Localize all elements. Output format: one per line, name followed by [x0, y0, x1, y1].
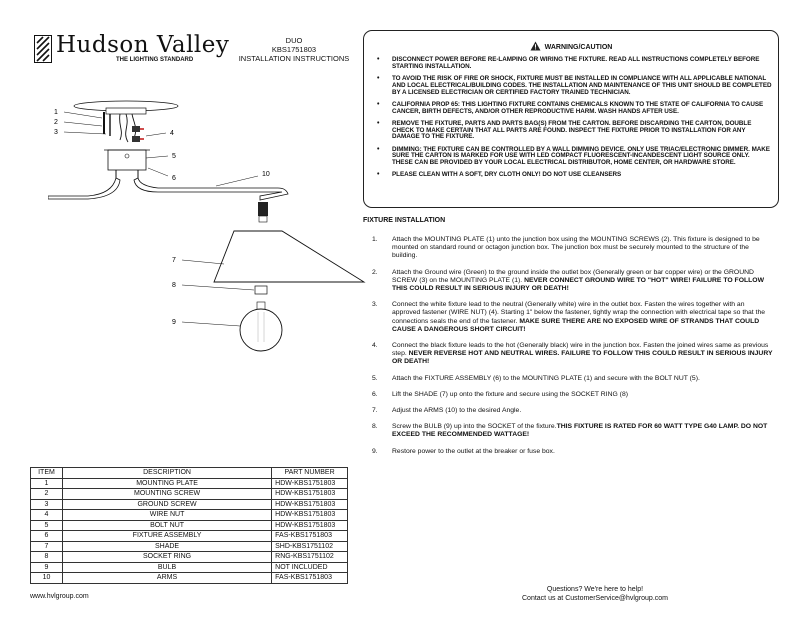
warning-item: • TO AVOID THE RISK OF FIRE OR SHOCK, FIXTURE MUST BE INSTALLED IN COMPLIANCE WITH ALL APPLICABLE NATIONAL AND LOCAL ELECTRICAL/BUILDING CODES. THE INSTALLATION AND MAINTENANCE OF THIS UNIT SHOULD BE COMPLETED BY A LICENSED ELECTRICIAN OR CERTIFIED FACTORY TRAINED TECHNICIAN. [374, 76, 772, 96]
installation-step [372, 423, 774, 439]
installation-step [372, 269, 774, 294]
step-text: Attach the Ground wire (Green) to the ground inside the outlet box (Generally green or bar copper wire) or the GROUND SCREW (3) on the MOUNTING PLATE (1). [392, 268, 754, 284]
step-number: 5. [372, 374, 378, 382]
step-text: Screw the BULB (9) up into the SOCKET of the fixture. [392, 423, 557, 431]
part-number-cell: HDW-KBS1751803 [272, 499, 348, 510]
table-row [31, 573, 348, 584]
help-contact [480, 585, 710, 603]
logo-mark-icon [34, 35, 52, 63]
parts-table [30, 467, 348, 584]
table-row [31, 510, 348, 521]
step-warning-text: THIS FIXTURE IS RATED FOR 60 WATT TYPE G40 LAMP. DO NOT EXCEED THE RECOMMENDED WATTAGE! [392, 423, 768, 439]
step-text: Attach the MOUNTING PLATE (1) unto the junction box using the MOUNTING SCREWS (2). This fixture is designed to be mounted on standard round or octagon junction box. The junction box must be securely mounted to the structure of the building. [392, 236, 760, 260]
step-warning-text: MAKE SURE THERE ARE NO EXPOSED WIRE OF STRANDS THAT COULD CAUSE A DANGEROUS SHORT CIRCUIT! [392, 317, 760, 333]
table-row [31, 552, 348, 563]
warning-box [363, 30, 779, 208]
step-text: Restore power to the outlet at the breaker or fuse box. [392, 447, 555, 455]
callout-3: 3 [54, 129, 58, 136]
installation-steps [372, 236, 774, 464]
step-number: 2. [372, 268, 378, 276]
part-number-cell: NOT INCLUDED [272, 562, 348, 573]
step-number: 8. [372, 423, 378, 431]
fixture-exploded-diagram [48, 96, 368, 358]
column-header-description: DESCRIPTION [62, 468, 271, 479]
step-number: 9. [372, 447, 378, 455]
installation-step [372, 391, 774, 399]
step-number: 7. [372, 407, 378, 415]
callout-1: 1 [54, 109, 58, 116]
warning-list [374, 57, 772, 185]
column-header-part-number: PART NUMBER [272, 468, 348, 479]
warning-item: • CALIFORNIA PROP 65: THIS LIGHTING FIXTURE CONTAINS CHEMICALS KNOWN TO THE STATE OF CALIFORNIA TO CAUSE CANCER, BIRTH DEFECTS, AND/OR OTHER REPRODUCTIVE HARM. WASH HANDS AFTER USE. [374, 102, 772, 116]
socket-ring-shape [255, 286, 267, 294]
callout-7: 7 [172, 257, 176, 264]
product-name: DUO [285, 36, 303, 45]
description-cell: BOLT NUT [62, 520, 271, 531]
socket-shape [258, 202, 268, 216]
callout-4: 4 [170, 130, 174, 137]
table-row [31, 499, 348, 510]
installation-step [372, 407, 774, 415]
item-cell: 2 [31, 489, 63, 500]
model-number: KBS1751803 [271, 45, 317, 54]
table-row [31, 478, 348, 489]
step-number: 3. [372, 301, 378, 309]
column-header-item: ITEM [31, 468, 63, 479]
table-row [31, 562, 348, 573]
brand-tagline: THE LIGHTING STANDARD [116, 57, 194, 63]
help-line: Questions? We're here to help! [546, 586, 644, 593]
table-row [31, 531, 348, 542]
description-cell: SOCKET RING [62, 552, 271, 563]
part-number-cell: HDW-KBS1751803 [272, 520, 348, 531]
description-cell: SHADE [62, 541, 271, 552]
installation-step [372, 448, 774, 456]
step-warning-text: NEVER REVERSE HOT AND NEUTRAL WIRES. FAILURE TO FOLLOW THIS COULD RESULT IN SERIOUS INJURY OR DEATH! [392, 350, 773, 366]
callout-10: 10 [262, 171, 270, 178]
callout-6: 6 [172, 175, 176, 182]
table-row [31, 541, 348, 552]
brand-logo [34, 32, 230, 72]
item-cell: 1 [31, 478, 63, 489]
item-cell: 8 [31, 552, 63, 563]
description-cell: WIRE NUT [62, 510, 271, 521]
fixture-assembly-shape [108, 150, 146, 170]
part-number-cell: HDW-KBS1751803 [272, 510, 348, 521]
table-row [31, 489, 348, 500]
part-number-cell: HDW-KBS1751803 [272, 489, 348, 500]
description-cell: GROUND SCREW [62, 499, 271, 510]
warning-triangle-icon [530, 41, 541, 51]
part-number-cell: SHD-KBS1751102 [272, 541, 348, 552]
callout-5: 5 [172, 153, 176, 160]
item-cell: 3 [31, 499, 63, 510]
step-number: 6. [372, 390, 378, 398]
document-title: INSTALLATION INSTRUCTIONS [238, 54, 350, 63]
part-number-cell: FAS-KBS1751803 [272, 573, 348, 584]
brand-name: Hudson Valley [56, 32, 230, 58]
description-cell: ARMS [62, 573, 271, 584]
item-cell: 9 [31, 562, 63, 573]
junction-box-shape [106, 108, 146, 114]
installation-step [372, 375, 774, 383]
description-cell: MOUNTING PLATE [62, 478, 271, 489]
part-number-cell: RNG-KBS1751102 [272, 552, 348, 563]
callout-2: 2 [54, 119, 58, 126]
step-text: Connect the black fixture leads to the hot (Generally black) wire in the junction box. Fasten the joined wires same as previous step. [392, 342, 769, 358]
item-cell: 10 [31, 573, 63, 584]
installation-step [372, 236, 774, 261]
item-cell: 5 [31, 520, 63, 531]
description-cell: BULB [62, 562, 271, 573]
description-cell: FIXTURE ASSEMBLY [62, 531, 271, 542]
table-row [31, 520, 348, 531]
bulb-shape [240, 309, 282, 351]
description-cell: MOUNTING SCREW [62, 489, 271, 500]
part-number-cell: FAS-KBS1751803 [272, 531, 348, 542]
right-arm-shape [134, 178, 288, 200]
step-text: Adjust the ARMS (10) to the desired Angle. [392, 407, 522, 415]
item-cell: 6 [31, 531, 63, 542]
warning-heading [364, 41, 778, 51]
installation-step [372, 342, 774, 367]
step-text: Attach the FIXTURE ASSEMBLY (6) to the MOUNTING PLATE (1) and secure with the BOLT NUT (5). [392, 374, 700, 382]
item-cell: 7 [31, 541, 63, 552]
warning-title: WARNING/CAUTION [544, 44, 613, 51]
document-header [232, 36, 356, 63]
website-link[interactable]: www.hvlgroup.com [30, 593, 89, 600]
left-arm-shape [48, 178, 120, 199]
table-header-row [31, 468, 348, 479]
step-warning-text: NEVER CONNECT GROUND WIRE TO "HOT" WIRE! FAILURE TO FOLLOW THIS COULD RESULT IN SERIOUS INJURY OR DEATH! [392, 276, 764, 293]
installation-step [372, 301, 774, 334]
installation-title: FIXTURE INSTALLATION [363, 217, 446, 224]
warning-item: • DISCONNECT POWER BEFORE RE-LAMPING OR WIRING THE FIXTURE. READ ALL INSTRUCTIONS COMPLETELY BEFORE STARTING INSTALLATION. [374, 57, 772, 71]
callout-9: 9 [172, 319, 176, 326]
contact-email-link[interactable]: Contact us at CustomerService@hvlgroup.com [522, 595, 668, 602]
shade-shape [214, 231, 364, 282]
step-text: Lift the SHADE (7) up onto the fixture and secure using the SOCKET RING (8) [392, 390, 628, 398]
wire-nut-shape [132, 126, 140, 132]
part-number-cell: HDW-KBS1751803 [272, 478, 348, 489]
warning-item: • DIMMING: THE FIXTURE CAN BE CONTROLLED BY A WALL DIMMING DEVICE. ONLY USE TRIAC/ELECTRONIC DIMMER. MAKE SURE THE CARTON IS MARKED FOR USE WITH LED COMPACT FLUORESCENT-INCANDESCENT LIGHT SOURCE ONLY. THESE CAN BE PROVIDED BY YOUR LOCAL ELECTRICAL DISTRIBUTOR, HOME CENTER, OR HARDWARE STORE. [374, 147, 772, 167]
callout-8: 8 [172, 282, 176, 289]
step-number: 4. [372, 342, 378, 350]
warning-item: • PLEASE CLEAN WITH A SOFT, DRY CLOTH ONLY! DO NOT USE CLEANSERS [374, 172, 772, 179]
step-text: Connect the white fixture lead to the neutral (Generally white) wire in the outlet box. Fasten the wires together with an approved fastener (WIRE NUT) (4). Starting 1" below the fastener, tightly wrap the connection with electrical tape so that the connections seals the end of the fastener. [392, 301, 766, 325]
warning-item: • REMOVE THE FIXTURE, PARTS AND PARTS BAG(S) FROM THE CARTON. BEFORE DISCARDING THE CARTON, DOUBLE CHECK TO MAKE CERTAIN THAT ALL PARTS ARE FOUND. INSPECT THE FIXTURE PRIOR TO INSTALLATION FOR ANY DAMAGE TO THE FIXTURE. [374, 121, 772, 141]
item-cell: 4 [31, 510, 63, 521]
step-number: 1. [372, 236, 378, 243]
